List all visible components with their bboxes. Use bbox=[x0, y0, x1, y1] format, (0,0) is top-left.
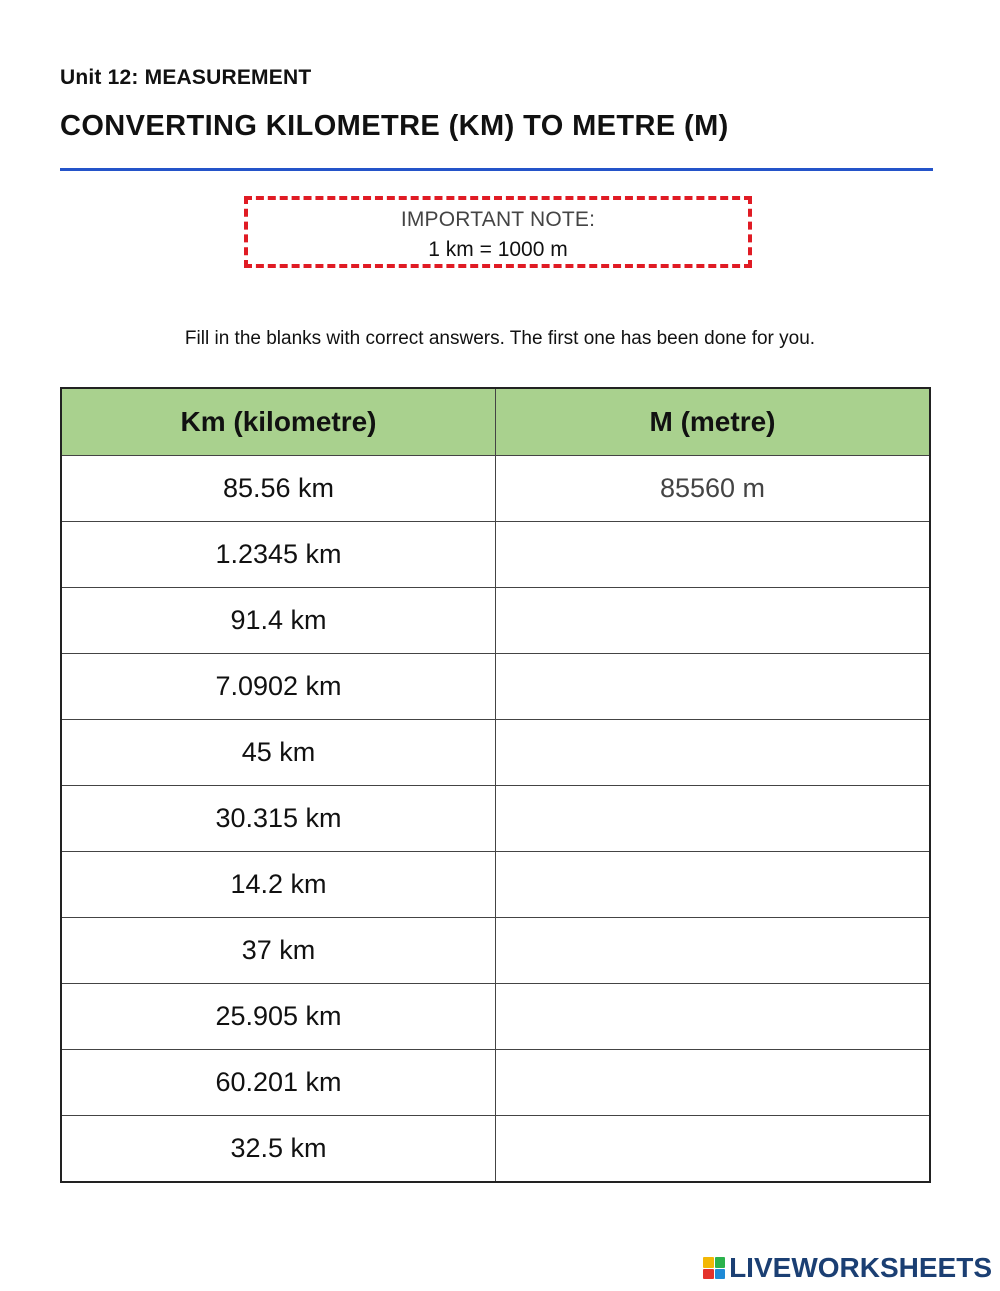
table-header-row bbox=[61, 388, 930, 456]
m-answer-field[interactable] bbox=[496, 654, 931, 720]
liveworksheets-logo bbox=[703, 1253, 992, 1283]
m-answer-field[interactable] bbox=[496, 522, 931, 588]
logo-mark-icon bbox=[703, 1257, 725, 1279]
table-row bbox=[61, 984, 930, 1050]
logo-square-1 bbox=[703, 1257, 714, 1268]
km-value: 91.4 km bbox=[61, 588, 496, 654]
m-answer-field[interactable] bbox=[496, 588, 931, 654]
table-row bbox=[61, 1050, 930, 1116]
m-answer-field[interactable] bbox=[496, 786, 931, 852]
km-value: 30.315 km bbox=[61, 786, 496, 852]
m-answer-field[interactable]: 85560 m bbox=[496, 456, 931, 522]
m-answer-field[interactable] bbox=[496, 918, 931, 984]
table-row bbox=[61, 588, 930, 654]
table-row bbox=[61, 654, 930, 720]
m-answer-field[interactable] bbox=[496, 852, 931, 918]
header-km: Km (kilometre) bbox=[61, 388, 496, 456]
table-row bbox=[61, 918, 930, 984]
logo-square-3 bbox=[703, 1269, 714, 1280]
table-row bbox=[61, 786, 930, 852]
logo-square-4 bbox=[715, 1269, 726, 1280]
table-row bbox=[61, 522, 930, 588]
km-value: 45 km bbox=[61, 720, 496, 786]
page-title: CONVERTING KILOMETRE (KM) TO METRE (M) bbox=[60, 110, 729, 142]
km-value: 7.0902 km bbox=[61, 654, 496, 720]
km-value: 37 km bbox=[61, 918, 496, 984]
table-row bbox=[61, 720, 930, 786]
important-note-box bbox=[244, 196, 752, 268]
km-value: 60.201 km bbox=[61, 1050, 496, 1116]
logo-text: LIVEWORKSHEETS bbox=[729, 1252, 992, 1283]
note-heading: IMPORTANT NOTE: bbox=[400, 208, 596, 231]
km-value: 14.2 km bbox=[61, 852, 496, 918]
table-row bbox=[61, 456, 930, 522]
title-divider bbox=[60, 168, 933, 171]
logo-square-2 bbox=[715, 1257, 726, 1268]
m-answer-field[interactable] bbox=[496, 984, 931, 1050]
header-m: M (metre) bbox=[496, 388, 931, 456]
note-equation: 1 km = 1000 m bbox=[428, 238, 568, 261]
unit-label: Unit 12: MEASUREMENT bbox=[60, 66, 312, 89]
instructions: Fill in the blanks with correct answers. The first one has been done for you. bbox=[184, 328, 816, 349]
km-value: 32.5 km bbox=[61, 1116, 496, 1183]
km-value: 1.2345 km bbox=[61, 522, 496, 588]
m-answer-field[interactable] bbox=[496, 1050, 931, 1116]
km-value: 25.905 km bbox=[61, 984, 496, 1050]
table-row bbox=[61, 1116, 930, 1183]
m-answer-field[interactable] bbox=[496, 720, 931, 786]
m-answer-field[interactable] bbox=[496, 1116, 931, 1183]
km-value: 85.56 km bbox=[61, 456, 496, 522]
table-row bbox=[61, 852, 930, 918]
conversion-table bbox=[60, 387, 931, 1183]
